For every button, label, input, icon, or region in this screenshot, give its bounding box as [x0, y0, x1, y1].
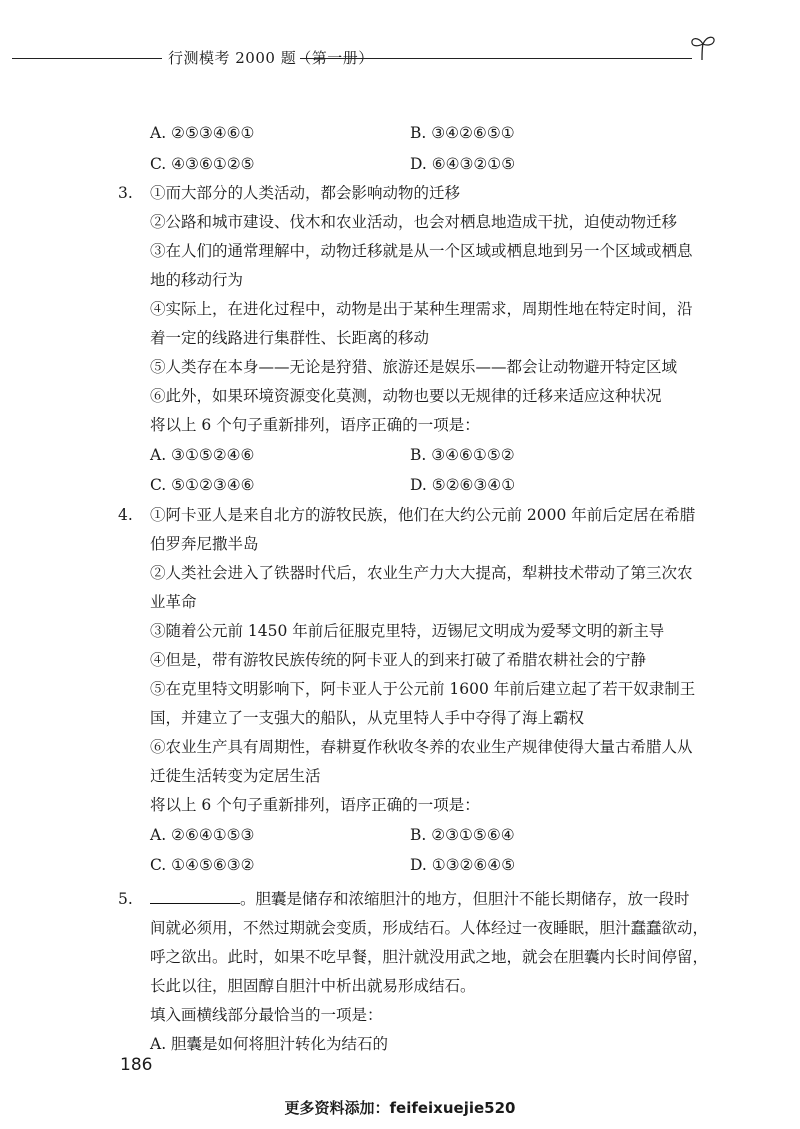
q4-option-c: C. ①④⑤⑥③②	[150, 856, 255, 874]
q4-line: ⑥农业生产具有周期性，春耕夏作秋收冬养的农业生产规律使得大量古希腊人从	[150, 738, 693, 756]
page-number: 186	[120, 1055, 153, 1075]
header-title: 行测模考 2000 题（第一册）	[168, 49, 374, 67]
q4-line: ⑤在克里特文明影响下，阿卡亚人于公元前 1600 年前后建立起了若干奴隶制王	[150, 680, 696, 698]
q3-line: ④实际上，在进化过程中，动物是出于某种生理需求，周期性地在特定时间，沿	[150, 300, 693, 318]
footer-note: 更多资料添加：feifeixuejie520	[284, 1099, 516, 1117]
q2-option-d: D. ⑥④③②①⑤	[410, 155, 516, 173]
q5-line: 呼之欲出。此时，如果不吃早餐，胆汁就没用武之地，就会在胆囊内长时间停留，	[150, 948, 709, 966]
q4-prompt: 将以上 6 个句子重新排列，语序正确的一项是：	[150, 796, 480, 814]
q4-line: 伯罗奔尼撒半岛	[150, 535, 259, 553]
header-rule-left	[12, 58, 162, 59]
q3-prompt: 将以上 6 个句子重新排列，语序正确的一项是：	[150, 416, 480, 434]
q2-option-c: C. ④③⑥①②⑤	[150, 155, 255, 173]
answer-blank	[150, 889, 240, 904]
q3-option-b: B. ③④⑥①⑤②	[410, 446, 515, 464]
q4-option-b: B. ②③①⑤⑥④	[410, 826, 515, 844]
q4-line: ④但是，带有游牧民族传统的阿卡亚人的到来打破了希腊农耕社会的宁静	[150, 651, 647, 669]
q4-line: 业革命	[150, 593, 197, 611]
q3-option-d: D. ⑤②⑥③④①	[410, 476, 516, 494]
q3-number: 3.	[118, 184, 133, 202]
q2-option-a: A. ②⑤③④⑥①	[150, 124, 255, 142]
q3-option-c: C. ⑤①②③④⑥	[150, 476, 255, 494]
q3-line: 地的移动行为	[150, 271, 244, 289]
q4-option-d: D. ①③②⑥④⑤	[410, 856, 516, 874]
q5-prompt: 填入画横线部分最恰当的一项是：	[150, 1006, 383, 1024]
header-rule-right	[300, 58, 692, 59]
q4-line: 国，并建立了一支强大的船队，从克里特人手中夺得了海上霸权	[150, 709, 585, 727]
q4-line: ②人类社会进入了铁器时代后，农业生产力大大提高，犁耕技术带动了第三次农	[150, 564, 693, 582]
q3-line: ②公路和城市建设、伐木和农业活动，也会对栖息地造成干扰，迫使动物迁移	[150, 213, 678, 231]
q4-line: ①阿卡亚人是来自北方的游牧民族，他们在大约公元前 2000 年前后定居在希腊	[150, 506, 696, 524]
q5-line: 长此以往，胆固醇自胆汁中析出就易形成结石。	[150, 977, 476, 995]
q3-line: 着一定的线路进行集群性、长距离的移动	[150, 329, 430, 347]
q5-line: 间就必须用，不然过期就会变质，形成结石。人体经过一夜睡眠，胆汁蠢蠢欲动，	[150, 919, 709, 937]
page-header	[0, 44, 800, 74]
q4-option-a: A. ②⑥④①⑤③	[150, 826, 255, 844]
q5-first-line-text: 。胆囊是储存和浓缩胆汁的地方，但胆汁不能长期储存，放一段时	[240, 890, 690, 908]
q3-line: ①而大部分的人类活动，都会影响动物的迁移	[150, 184, 461, 202]
q3-line: ⑤人类存在本身——无论是狩猎、旅游还是娱乐——都会让动物避开特定区域	[150, 358, 678, 376]
sprout-icon	[688, 32, 718, 62]
q4-number: 4.	[118, 506, 133, 524]
q2-option-b: B. ③④②⑥⑤①	[410, 124, 515, 142]
q4-line: 迁徙生活转变为定居生活	[150, 767, 321, 785]
q5-number: 5.	[118, 890, 133, 908]
q5-option-a: A. 胆囊是如何将胆汁转化为结石的	[150, 1035, 389, 1053]
q4-line: ③随着公元前 1450 年前后征服克里特，迈锡尼文明成为爱琴文明的新主导	[150, 622, 665, 640]
q3-line: ⑥此外，如果环境资源变化莫测，动物也要以无规律的迁移来适应这种状况	[150, 387, 662, 405]
q5-first-line	[150, 888, 690, 910]
q3-option-a: A. ③①⑤②④⑥	[150, 446, 255, 464]
q3-line: ③在人们的通常理解中，动物迁移就是从一个区域或栖息地到另一个区域或栖息	[150, 242, 693, 260]
